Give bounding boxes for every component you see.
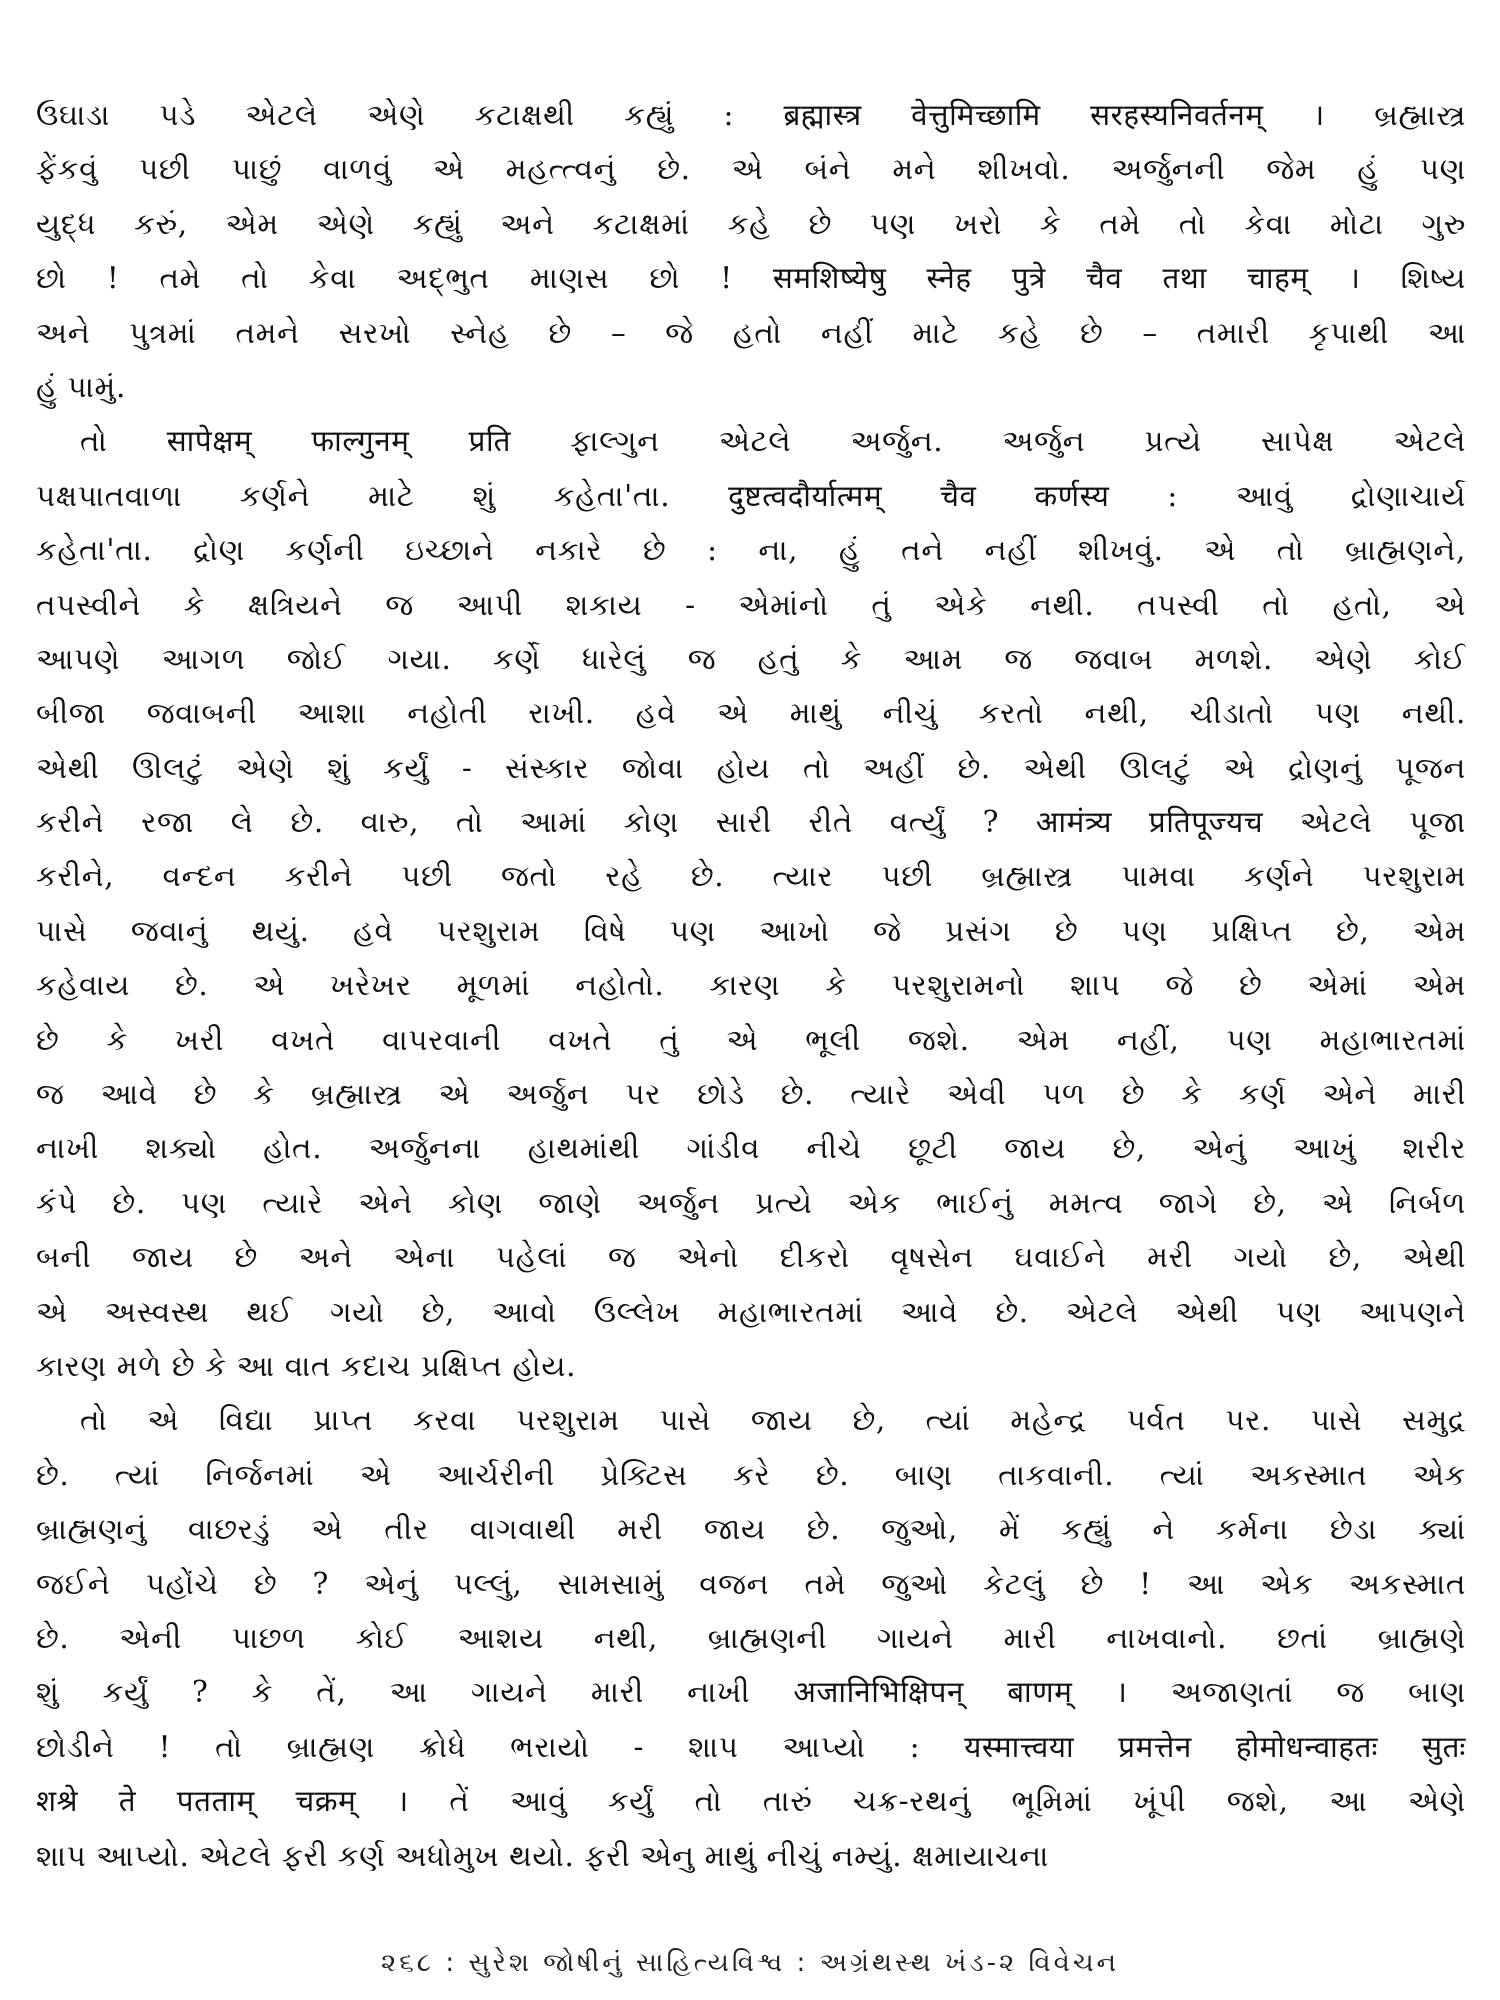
text-line: નાખી શક્યો હોત. અર્જુનના હાથમાંથી ગાંડીવ નીચે છૂટી જાય છે, એનું આખું શરીર xyxy=(36,1131,1466,1166)
text-line: કારણ મળે છે કે આ વાત કદાચ પ્રક્ષિપ્ત હોય. xyxy=(36,1348,577,1383)
text-line: शश्रे ते पतताम् चक्रम् । તેં આવું કર્યું તો તારું ચક્ર-રથનું ભૂમિમાં ખૂંપી જશે, આ એણે xyxy=(36,1784,1466,1819)
text-line: બની જાય છે અને એના પહેલાં જ એનો દીકરો વૃષસેન ઘવાઈને મરી ગયો છે, એથી xyxy=(36,1240,1466,1275)
text-line: છોડીને ! તો બ્રાહ્મણ ક્રોધે ભરાયો - શાપ આપ્યો : यस्मात्त्वया प्रमत्तेन होमोधन्वाहतः सुतः xyxy=(36,1729,1466,1764)
text-line: છે કે ખરી વખતે વાપરવાની વખતે તું એ ભૂલી જશે. એમ નહીં, પણ મહાભારતમાં xyxy=(36,1022,1466,1057)
text-line: કહેવાય છે. એ ખરેખર મૂળમાં નહોતો. કારણ કે પરશુરામનો શાપ જે છે એમાં એમ xyxy=(36,968,1466,1003)
text-line: બીજા જવાબની આશા નહોતી રાખી. હવે એ માથું નીચું કરતો નથી, ચીડાતો પણ નથી. xyxy=(36,696,1466,731)
text-line: કંપે છે. પણ ત્યારે એને કોણ જાણે અર્જુન પ્રત્યે એક ભાઈનું મમત્વ જાગે છે, એ નિર્બળ xyxy=(36,1185,1466,1220)
text-line: તપસ્વીને કે ક્ષત્રિયને જ આપી શકાય - એમાંનો તું એકે નથી. તપસ્વી તો હતો, એ xyxy=(36,587,1466,622)
text-line: કરીને રજા લે છે. વારુ, તો આમાં કોણ સારી રીતે વર્ત્યું ? आमंत्र्य प्रतिपूज्यच એટલે પૂજા xyxy=(36,805,1466,840)
text-line: જઈને પહોંચે છે ? એનું પલ્લું, સામસામું વજન તમે જુઓ કેટલું છે ! આ એક અકસ્માત xyxy=(36,1566,1466,1601)
text-line: ફેંકવું પછી પાછું વાળવું એ મહત્ત્વનું છે. એ બંને મને શીખવો. અર્જુનની જેમ હું પણ xyxy=(36,152,1466,187)
body-text xyxy=(36,88,1466,1883)
text-line: શું કર્યું ? કે તેં, આ ગાયને મારી નાખી अजानिभिक्षिपन् बाणम् । અજાણતાં જ બાણ xyxy=(36,1675,1466,1710)
text-line: તો सापेक्षम् फाल्गुनम् प्रति ફાલ્ગુન એટલે અર્જુન. અર્જુન પ્રત્યે સાપેક્ષ એટલે xyxy=(80,424,1466,459)
text-line: છે. ત્યાં નિર્જનમાં એ આર્ચરીની પ્રેક્ટિસ કરે છે. બાણ તાકવાની. ત્યાં અકસ્માત એક xyxy=(36,1457,1466,1492)
text-line: પક્ષપાતવાળા કર્ણને માટે શું કહેતા'તા. दुष्टत्वदौर्यात्मम् चैव कर्णस्य : આવું દ્રોણાચાર્ય xyxy=(36,478,1466,513)
text-line: એ અસ્વસ્થ થઈ ગયો છે, આવો ઉલ્લેખ મહાભારતમાં આવે છે. એટલે એથી પણ આપણને xyxy=(36,1294,1466,1329)
text-line: અને પુત્રમાં તમને સરખો સ્નેહ છે – જે હતો નહીં માટે કહે છે – તમારી કૃપાથી આ xyxy=(36,315,1466,350)
text-line: કરીને, વન્દન કરીને પછી જતો રહે છે. ત્યાર પછી બ્રહ્માસ્ત્ર પામવા કર્ણને પરશુરામ xyxy=(36,859,1466,894)
page-footer: ૨૬૮ : સુરેશ જોષીનું સાહિત્યવિશ્વ : અગ્રંથસ્થ ખંડ-૨ વિવેચન xyxy=(380,1948,1120,1978)
text-line: તો એ વિદ્યા પ્રાપ્ત કરવા પરશુરામ પાસે જાય છે, ત્યાં મહેન્દ્ર પર્વત પર. પાસે સમુદ્ર xyxy=(80,1403,1466,1438)
text-line: હું પામું. xyxy=(36,369,126,404)
text-line: એથી ઊલટું એણે શું કર્યું - સંસ્કાર જોવા હોય તો અહીં છે. એથી ઊલટું એ દ્રોણનું પૂજન xyxy=(36,750,1466,785)
paragraph xyxy=(36,414,1466,1393)
text-line: ઉઘાડા પડે એટલે એણે કટાક્ષથી કહ્યું : ब्रह्मास्त्र वेत्तुमिच्छामि सरहस्यनिवर्तनम् । બ્રહ્માસ્ત્ર xyxy=(36,98,1466,132)
paragraph xyxy=(36,1393,1466,1883)
text-line: જ આવે છે કે બ્રહ્માસ્ત્ર એ અર્જુન પર છોડે છે. ત્યારે એવી પળ છે કે કર્ણ એને મારી xyxy=(36,1077,1466,1112)
text-line: બ્રાહ્મણનું વાછરડું એ તીર વાગવાથી મરી જાય છે. જુઓ, મેં કહ્યું ને કર્મના છેડા ક્યાં xyxy=(36,1512,1466,1547)
text-line: કહેતા'તા. દ્રોણ કર્ણની ઇચ્છાને નકારે છે : ના, હું તને નહીં શીખવું. એ તો બ્રાહ્મણને, xyxy=(36,533,1466,568)
text-line: શાપ આપ્યો. એટલે ફરી કર્ણ અધોમુખ થયો. ફરી એનુ માથું નીચું નમ્યું. ક્ષમાયાચના xyxy=(36,1838,1049,1873)
text-line: પાસે જવાનું થયું. હવે પરશુરામ વિષે પણ આખો જે પ્રસંગ છે પણ પ્રક્ષિપ્ત છે, એમ xyxy=(36,913,1466,948)
text-line: યુદ્ધ કરું, એમ એણે કહ્યું અને કટાક્ષમાં કહે છે પણ ખરો કે તમે તો કેવા મોટા ગુરુ xyxy=(36,206,1466,241)
document-page xyxy=(36,88,1466,1928)
paragraph xyxy=(36,88,1466,414)
text-line: છો ! તમે તો કેવા અદ્ભુત માણસ છો ! समशिष्येषु स्नेह पुत्रे चैव तथा चाहम् । શિષ્ય xyxy=(36,261,1466,296)
text-line: છે. એની પાછળ કોઈ આશય નથી, બ્રાહ્મણની ગાયને મારી નાખવાનો. છતાં બ્રાહ્મણે xyxy=(36,1620,1466,1655)
text-line: આપણે આગળ જોઈ ગયા. કર્ણે ધારેલું જ હતું કે આમ જ જવાબ મળશે. એણે કોઈ xyxy=(36,641,1466,676)
